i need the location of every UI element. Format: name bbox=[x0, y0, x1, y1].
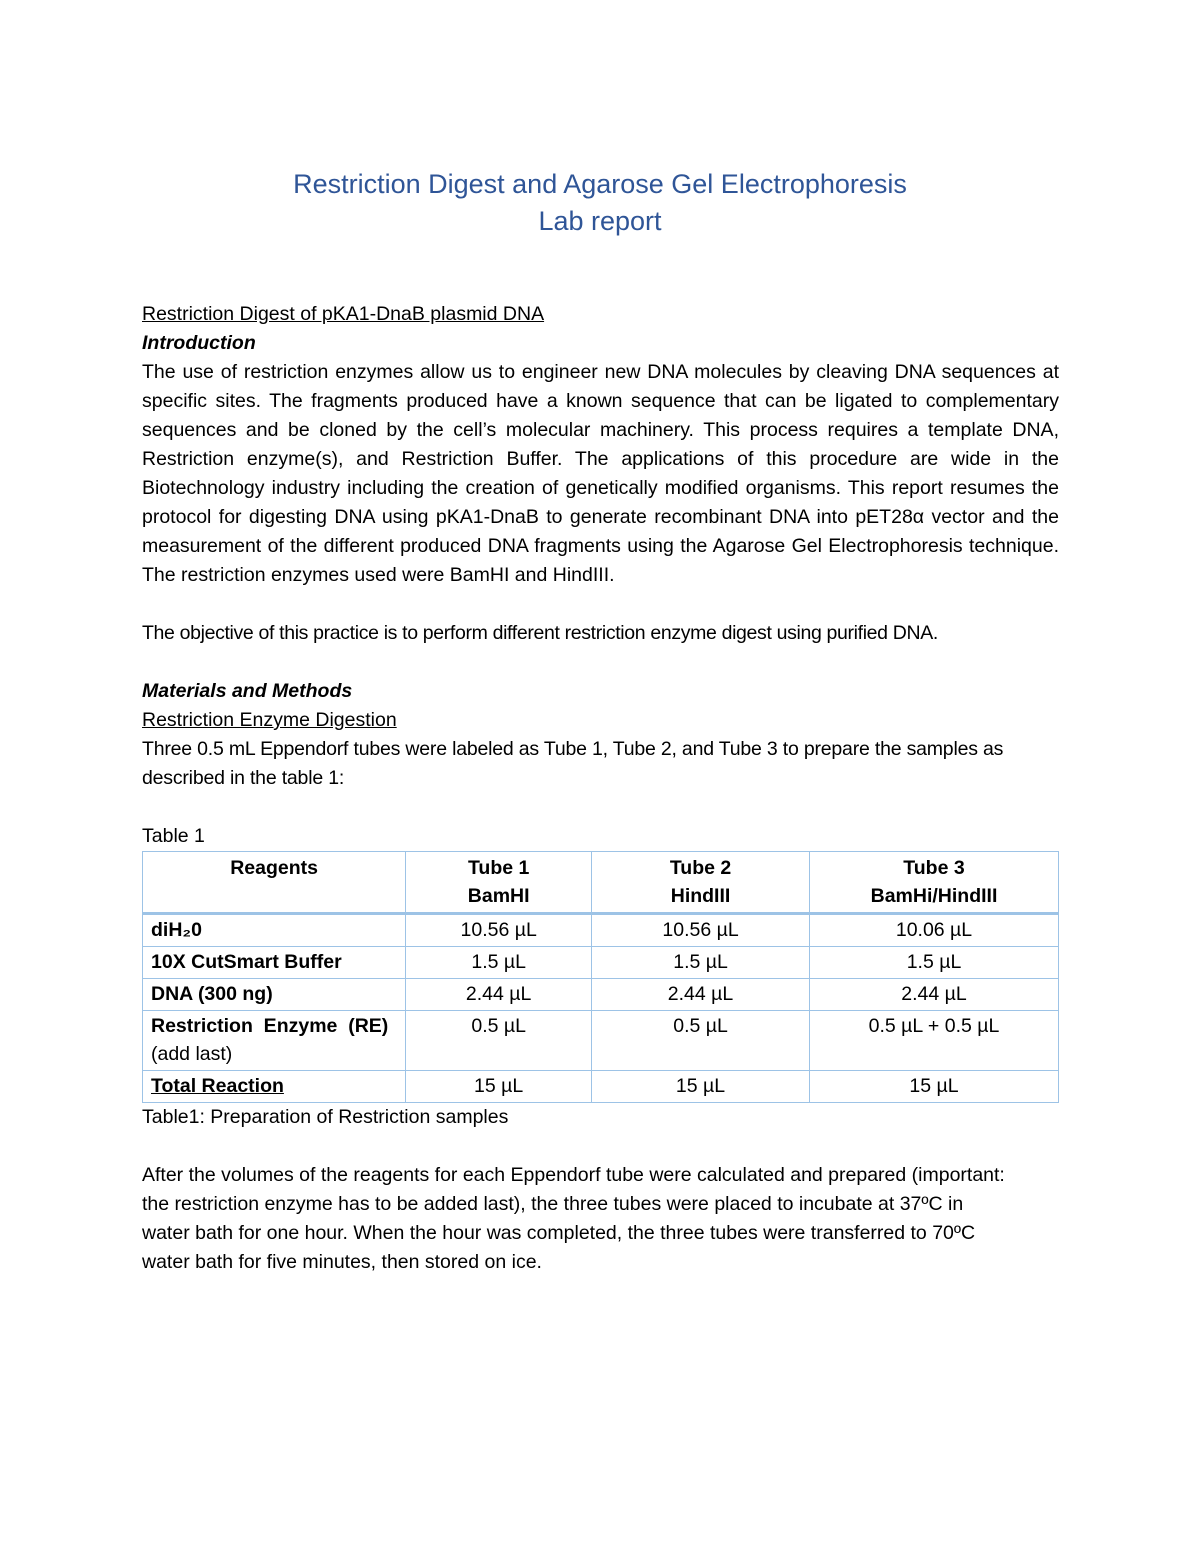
header-tube-2-enzyme: HindIII bbox=[670, 885, 731, 907]
row-label bbox=[143, 1011, 406, 1071]
introduction-paragraph: The use of restriction enzymes allow us to engineer new DNA molecules by cleaving DNA sequences at specific sites. The fragments produced have a known sequence that can be ligated to complementary sequences and be cloned by the cell’s molecular machinery. This process requires a template DNA, Restriction enzyme(s), and Restriction Buffer. The applications of this procedure are wide in the Biotechnology industry including the creation of genetically modified organisms. This report resumes the protocol for digesting DNA using pKA1-DnaB to generate recombinant DNA into pET28α vector and the measurement of the different produced DNA fragments using the Agarose Gel Electrophoresis technique. The restriction enzymes used were BamHI and HindIII. bbox=[142, 361, 1059, 586]
spacer bbox=[142, 590, 1059, 619]
spacer bbox=[142, 648, 1059, 677]
header-tube-2 bbox=[592, 852, 810, 914]
row-label-line-2: (add last) bbox=[151, 1043, 233, 1065]
cell-tube-1: 10.56 µL bbox=[406, 914, 592, 947]
table-row bbox=[143, 1011, 1059, 1071]
cell-tube-3: 10.06 µL bbox=[809, 914, 1058, 947]
row-label: DNA (300 ng) bbox=[143, 979, 406, 1011]
cell-tube-1: 1.5 µL bbox=[406, 947, 592, 979]
header-tube-1-name: Tube 1 bbox=[467, 857, 530, 879]
restriction-enzyme-digestion-heading: Restriction Enzyme Digestion bbox=[142, 709, 397, 731]
introduction-heading: Introduction bbox=[142, 332, 256, 354]
title-line-2: Lab report bbox=[538, 206, 662, 236]
table-row bbox=[143, 979, 1059, 1011]
reagents-table bbox=[142, 851, 1059, 1103]
section-heading-restriction-digest: Restriction Digest of pKA1-DnaB plasmid DNA bbox=[142, 303, 545, 325]
row-label-line-1: Restriction Enzyme (RE) bbox=[151, 1015, 389, 1037]
cell-tube-3: 15 µL bbox=[809, 1071, 1058, 1103]
cell-tube-1: 0.5 µL bbox=[406, 1011, 592, 1071]
total-reaction-label: Total Reaction bbox=[151, 1075, 284, 1097]
procedure-paragraph: After the volumes of the reagents for each Eppendorf tube were calculated and prepared (important: the restriction enzyme has to be added last), the three tubes were placed to incubate at 37ºC in water bath for one hour. When the hour was completed, the three tubes were transferred to 70ºC water bath for five minutes, then stored on ice. bbox=[142, 1164, 1005, 1273]
cell-tube-2: 0.5 µL bbox=[592, 1011, 810, 1071]
header-tube-2-name: Tube 2 bbox=[669, 857, 732, 879]
cell-tube-3: 0.5 µL + 0.5 µL bbox=[809, 1011, 1058, 1071]
title-line-1: Restriction Digest and Agarose Gel Electrophoresis bbox=[293, 169, 907, 199]
table-row bbox=[143, 914, 1059, 947]
cell-tube-3: 1.5 µL bbox=[809, 947, 1058, 979]
table-caption: Table1: Preparation of Restriction samples bbox=[142, 1106, 509, 1128]
table-header-row bbox=[143, 852, 1059, 914]
cell-tube-3: 2.44 µL bbox=[809, 979, 1058, 1011]
document-title bbox=[0, 166, 1200, 240]
methods-paragraph: Three 0.5 mL Eppendorf tubes were labeled as Tube 1, Tube 2, and Tube 3 to prepare the samples as described in the table 1: bbox=[142, 738, 1004, 789]
header-tube-3 bbox=[809, 852, 1058, 914]
row-label: diH₂0 bbox=[143, 914, 406, 947]
table-label: Table 1 bbox=[142, 825, 205, 847]
objective-paragraph: The objective of this practice is to perform different restriction enzyme digest using purified DNA. bbox=[142, 622, 938, 644]
cell-tube-2: 10.56 µL bbox=[592, 914, 810, 947]
row-label-total bbox=[143, 1071, 406, 1103]
table-row-total bbox=[143, 1071, 1059, 1103]
cell-tube-2: 2.44 µL bbox=[592, 979, 810, 1011]
cell-tube-2: 1.5 µL bbox=[592, 947, 810, 979]
header-tube-1-enzyme: BamHI bbox=[467, 885, 530, 907]
header-reagents bbox=[143, 852, 406, 914]
header-tube-3-name: Tube 3 bbox=[903, 857, 965, 879]
header-tube-1 bbox=[406, 852, 592, 914]
document-body bbox=[142, 300, 1059, 1277]
header-tube-3-enzyme: BamHi/HindIII bbox=[870, 885, 998, 907]
spacer bbox=[142, 793, 1059, 822]
spacer bbox=[142, 1132, 1059, 1161]
cell-tube-1: 15 µL bbox=[406, 1071, 592, 1103]
table-row bbox=[143, 947, 1059, 979]
row-label: 10X CutSmart Buffer bbox=[143, 947, 406, 979]
cell-tube-2: 15 µL bbox=[592, 1071, 810, 1103]
materials-methods-heading: Materials and Methods bbox=[142, 680, 353, 702]
cell-tube-1: 2.44 µL bbox=[406, 979, 592, 1011]
header-reagents-label: Reagents bbox=[230, 857, 318, 879]
